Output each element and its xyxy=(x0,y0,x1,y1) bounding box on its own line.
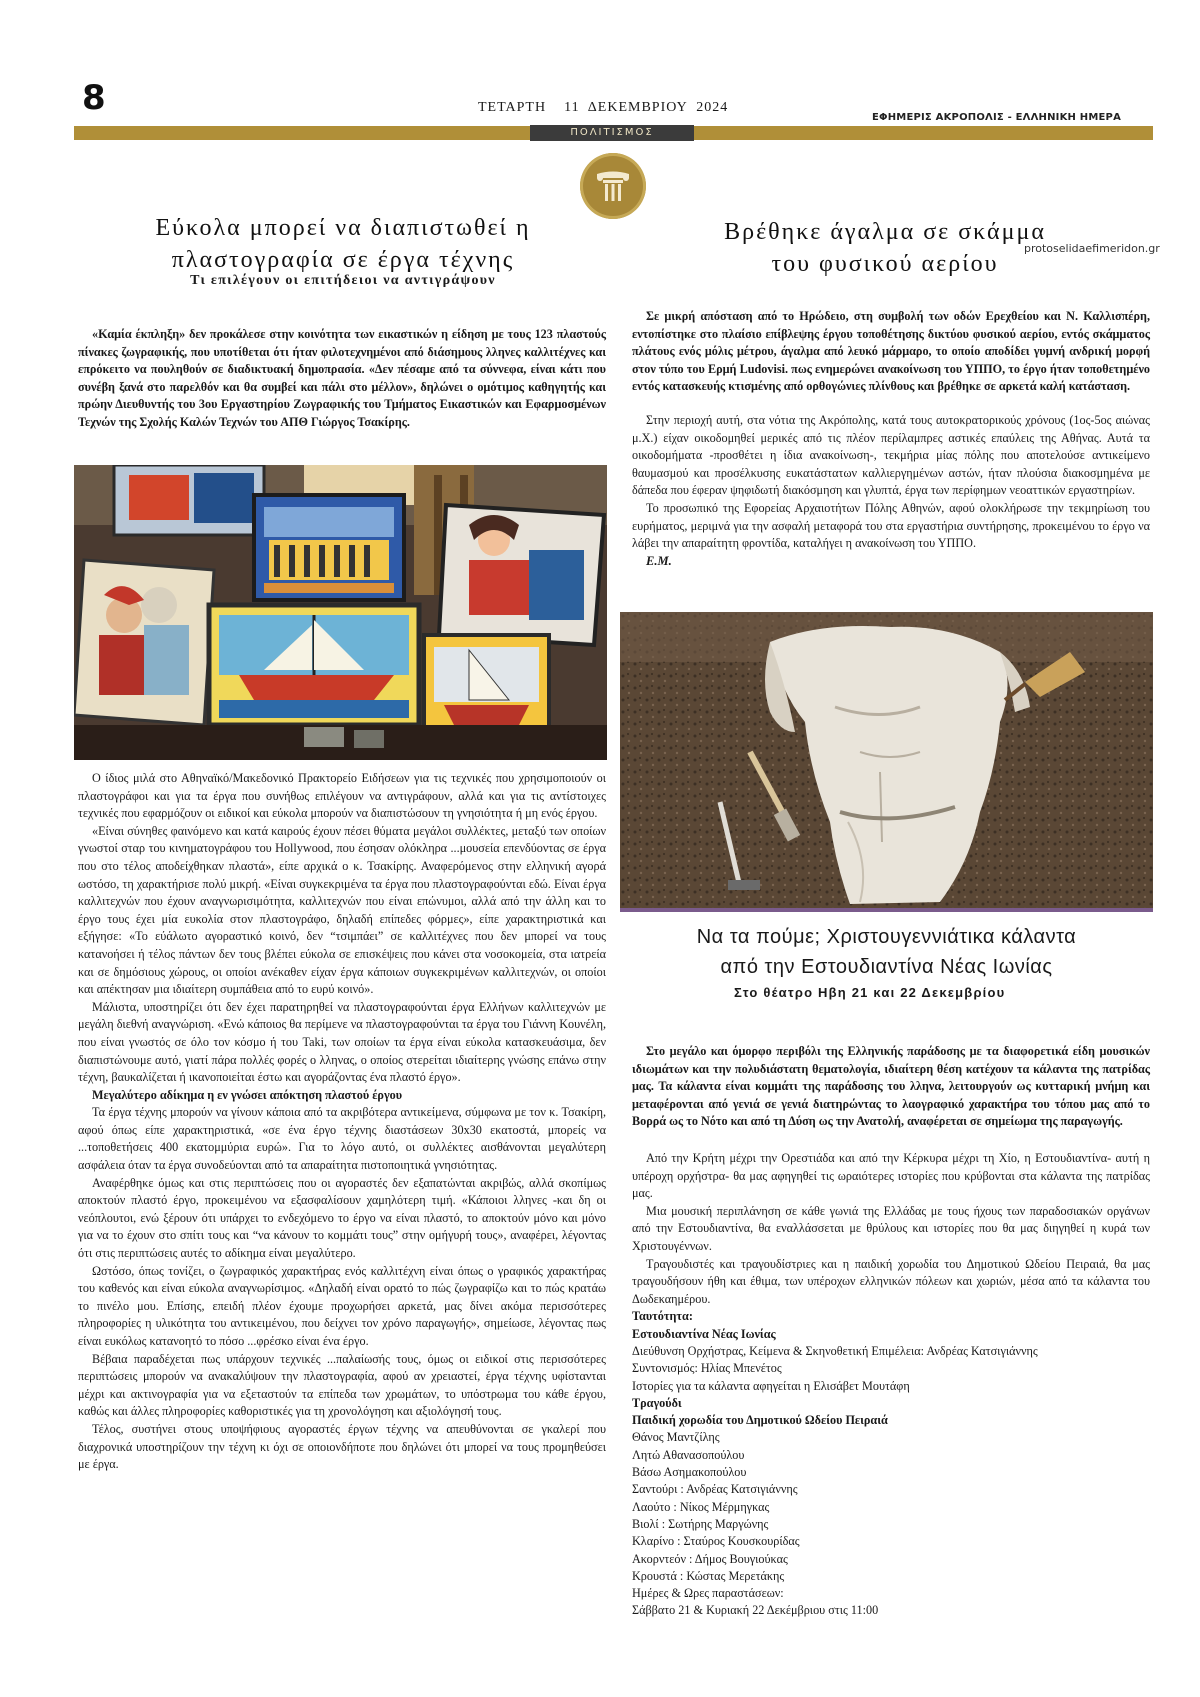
carol-deck-text: Στο θέατρο Ηβη 21 και 22 Δεκεμβρίου xyxy=(734,985,1006,1000)
credit-line: Παιδική χορωδία του Δημοτικού Ωδείου Πειραιά xyxy=(632,1413,888,1428)
left-paragraph: «Είναι σύνηθες φαινόμενο και κατά καιρούς έχουν πέσει θύματα μεγάλοι συλλέκτες, μεταξύ των οποίων γνωστοί σταρ του κινηματογράφου του Hollywood, που έσησαν ολόκληρα ...μουσεία επενδύοντας σε έργα που στο τέλος αποδείχθηκαν πλαστά», είπε αρχικά ο κ. Τσακίρης. Αναφερόμενος στην ελληνική αγορά ωστόσο, τη χαρακτήρισε πολύ μικρή. «Είναι συγκεκριμένα τα έργα που πλαστογραφούνται εδώ. Είναι έργα καλλιτεχνών που έχουν αναγνωρισιμότητα, καλλιτεχνών που είναι επώνυμοι, αλλά από την άλλη και το έργο τους έχει μία ευκολία στον πλαστογράφο, δηλαδή επίπεδες φόρμες», είπε χαρακτηριστικά και εξήγησε: «Το εύάλωτο αγοραστικό κοινό, δεν “τσιμπάει” σε καλλιτέχνες που δεν μπορεί να τους κατανοήσει ή τέλος πάντων δεν τους βλέπει εύκολα σε επισκέψεις που κάνει στα νοσοκομεία, στα ιατρεία και σε δημόσιους χώρους, οι οποίοι ανέκαθεν είχαν έργα κάποιων συγκεκριμένων καλλιτεχνών, οι οποίοι και απέκτησαν μια ιδιαίτερη συμπάθεια από το ευρύ κοινό». xyxy=(78,823,606,997)
page-number: 8 xyxy=(82,78,105,118)
left-headline xyxy=(78,212,608,276)
credit-line: Τραγούδι xyxy=(632,1395,682,1410)
carol-paragraph: Από την Κρήτη μέχρι την Ορεστιάδα και από την Κέρκυρα μέχρι τη Χίο, η Εστουδιαντίνα- αυτή η υπέροχη ορχήστρα- θα μας αφηγηθεί τις ωραιότερες ιστορίες που κρύβονται στα κάλαντα της πατρίδας μας. xyxy=(632,1151,1150,1201)
carol-paragraph: Μια μουσική περιπλάνηση σε κάθε γωνιά της Ελλάδας με τους ήχους των παραδοσιακών οργάνων από την Εστουδιαντίνα, θα εναλλάσσεται με θρύλους και ιστορίες που θα μας διηγηθεί η κυρά των Χριστουγέννων. xyxy=(632,1203,1150,1253)
carol-lead-paragraph: Στο μεγάλο και όμορφο περιβόλι της Ελληνικής παράδοσης με τα διαφορετικά είδη μουσικών ιδιωμάτων και την πολυδιάστατη θεματολογία, ιδιαίτερη θέση κατέχουν τα κάλαντα της πατρίδας μας. Τα κάλαντα είναι κομμάτι της παράδοσης του λληνα, λειτουργούν ως κυτταρική μνήμη και μεταφέρονται από γενιά σε γενιά διατηρώντας το λαογραφικό χαρακτήρα του τόπου μας από το Βορρά ως το Νότο και από τη Δύση ως την Ανατολή, αναφέρεται σε σημείωμα της παραγωγής. xyxy=(632,1044,1150,1129)
left-paragraph: Ο ίδιος μιλά στο Αθηναϊκό/Μακεδονικό Πρακτορείο Ειδήσεων για τις τεχνικές που χρησιμοποιούν οι πλαστογράφοι και για τα έργα που συνήθως επιλέγουν να αντιγράφουν, αλλά και για τις αντίστοιχες τεχνικές που εφαρμόζουν οι ειδικοί και εύκολα μπορούν να διαπιστώσουν τη γνησιότητα ή μη ενός έργου. xyxy=(78,771,606,821)
credit-line: Συντονισμός: Ηλίας Μπενέτος xyxy=(632,1361,782,1376)
right-lead-paragraph: Σε μικρή απόσταση από το Ηρώδειο, στη συμβολή των οδών Ερεχθείου και Ν. Καλλισπέρη, εντοπίστηκε στο πλαίσιο επίβλεψης έργου τοποθέτησης δικτύου φυσικού αερίου, εντός σκάμματος πλάτους ενός μόλις μέτρου, άγαλμα από λευκό μάρμαρο, το οποίο αποδίδει γυμνή ανδρική μορφή στον τύπο του Ερμή Ludovisi. πως ενημερώνει ανακοίνωση του ΥΠΠΟ, το έργο ήταν τοποθετημένο εντός κατασκευής κτισμένης από ορθογώνιες πλίνθους και βρέθηκε σε αρκετά καλή κατάσταση. xyxy=(632,309,1150,394)
credit-line: Κρουστά : Κώστας Μερετάκης xyxy=(632,1568,785,1583)
credits-list xyxy=(632,1308,1150,1619)
credit-line: Διεύθυνση Ορχήστρας, Κείμενα & Σκηνοθετική Επιμέλεια: Ανδρέας Κατσιγιάννης xyxy=(632,1343,1038,1358)
credit-line: Εστουδιαντίνα Νέας Ιωνίας xyxy=(632,1326,776,1341)
statue-photo xyxy=(620,612,1153,908)
left-lead-paragraph: «Καμία έκπληξη» δεν προκάλεσε στην κοινότητα των εικαστικών η είδηση με τους 123 πλαστούς πίνακες ζωγραφικής, που υποτίθεται ότι ήταν φιλοτεχνημένοι από διάσημους λληνες καλλιτέχνες και επρόκειτο να πουληθούν σε διαδικτυακή δημοπρασία. «Δεν πέσαμε από τα σύννεφα, είναι κάτι που συνέβη ξανά στο παρελθόν και θα συμβεί και πάλι στο μέλλον», δηλώνει ο ομότιμος καθηγητής και πρώην Διευθυντής του 3ου Εργαστηρίου Ζωγραφικής του Τμήματος Εικαστικών και Εφαρμοσμένων Τεχνών της Σχολής Καλών Τεχνών του ΑΠΘ Γιώργος Τσακίρης. xyxy=(78,327,606,429)
left-paragraph: Ωστόσο, όπως τονίζει, ο ζωγραφικός χαρακτήρας ενός καλλιτέχνη είναι όπως ο γραφικός χαρακτήρας του καθενός και είναι εύκολα αναγνωρίσιμος. «Δηλαδή είναι ορατό το πώς ζωγραφίζω και το πώς κρατάω το πινέλο μου. Επίσης, επειδή πλέον έχουμε προχωρήσει αρκετά, μας δίνει ακόμα περισσότερες πληροφορίες η υλικότητα του αντικειμένου, που δείχνει τον χρόνο παραγωγής», σημείωσε, λέγοντας πως είναι ευκόλως κατανοητό το πόσο ...φρέσκο είναι ένα έργο. xyxy=(78,1263,606,1348)
masthead-label: ΕΦΗΜΕΡΙΣ ΑΚΡΟΠΟΛΙΣ - ΕΛΛΗΝΙΚΗ ΗΜΕΡΑ xyxy=(872,112,1122,123)
left-paragraph: Βέβαια παραδέχεται πως υπάρχουν τεχνικές ...παλαίωσής τους, όμως οι ειδικοί στις περισσότερες περιπτώσεις μπορούν να ανακαλύψουν την πλαστογραφία, αφού αν χρειαστεί, έργα τέχνης υφίστανται μέχρι και ακτινογραφία για να εξεταστούν τα επίπεδα των χρωμάτων, το υπόστρωμα του κάθε έργου, καθώς και άλλες πληροφορίες καθοριστικές για τη χρονολόγηση και αξιολόγησή τους. xyxy=(78,1351,606,1419)
credit-line: Ημέρες & Ωρες παραστάσεων: xyxy=(632,1586,784,1601)
credit-line: Βάσω Ασημακοπούλου xyxy=(632,1465,747,1480)
right-headline xyxy=(620,216,1150,280)
right-paragraph: Το προσωπικό της Εφορείας Αρχαιοτήτων Πόλης Αθηνών, αφού ολοκλήρωσε την τεκμηρίωση του ευρήματος, μεριμνά για την ασφαλή μεταφορά του στα εργαστήρια συντήρησης, προκειμένου το έργο να λάβει την απαραίτητη φροντίδα, καταλήγει η ανακοίνωση του ΥΠΠΟ. xyxy=(632,500,1150,551)
credit-line: Θάνος Μαντζίλης xyxy=(632,1430,720,1445)
watermark: protoselidaefimeridon.gr xyxy=(1024,242,1160,255)
right-lead xyxy=(632,308,1150,396)
paintings-photo xyxy=(74,465,607,760)
dateline: ΤΕΤΑΡΤΗ 11 ΔΕΚΕΜΒΡΙΟΥ 2024 xyxy=(478,100,729,115)
left-body xyxy=(78,770,606,1474)
left-lead xyxy=(78,326,606,432)
right-headline-line-1: Βρέθηκε άγαλμα σε σκάμμα xyxy=(724,219,1046,245)
right-author: Ε.Μ. xyxy=(646,553,672,568)
credit-line: Σαντούρι : Ανδρέας Κατσιγιάννης xyxy=(632,1482,798,1497)
left-paragraph: Μάλιστα, υποστηρίζει ότι δεν έχει παρατηρηθεί να πλαστογραφούνται έργα Ελλήνων καλλιτεχνών με μεγάλη διεθνή αναγνώριση. «Ενώ κάποιος θα περίμενε να πλαστογραφούνται τα έργα του Γιάννη Κουνέλη, που είναι γνωστός σε όλο τον κόσμο ή του Taki, των οποίων τα έργα είναι εύκολα κατασκευάσιμα, δεν διαπιστώνουμε αυτό, γιατί πάρα πολλές φορές ο λληνας, ο οποίος στερείται ιδιαίτερης γνώσης επάνω στην τέχνη, βαυκαλίζεται ή ικανοποιείται έστω και αγοράζοντας ένα πλαστό έργο». xyxy=(78,999,606,1085)
carol-paragraph: Τραγουδιστές και τραγουδίστριες και η παιδική χορωδία του Δημοτικού Ωδείου Πειραιά, θα μας τραγουδήσουν ήθη και έθιμα, των υπέροχων ελληνικών πόλεων και χωριών, μέσα από τα κάλαντα του Δωδεκαημέρου. xyxy=(632,1256,1150,1306)
left-deck: Τι επιλέγουν οι επιτήδειοι να αντιγράψουν xyxy=(190,273,496,288)
credit-line: Κλαρίνο : Σταύρος Κουσκουρίδας xyxy=(632,1534,800,1549)
credit-line: Λητώ Αθανασοπούλου xyxy=(632,1447,745,1462)
carol-headline xyxy=(620,922,1153,982)
credit-line: Ιστορίες για τα κάλαντα αφηγείται η Ελισάβετ Μουτάφη xyxy=(632,1378,910,1393)
credit-line: Βιολί : Σωτήρης Μαργώνης xyxy=(632,1516,769,1531)
paintings-illustration xyxy=(74,465,607,760)
right-body xyxy=(632,412,1150,570)
right-paragraph: Στην περιοχή αυτή, στα νότια της Ακρόπολης, κατά τους αυτοκρατορικούς χρόνους (1ος-5ος αιώνας μ.Χ.) είχαν οικοδομηθεί μερικές από τις πλέον περίλαμπρες αστικές επαύλεις της Αθήνας. Αυτά τα οικοδομήματα -προσθέτει η ίδια ανακοίνωση-, τεκμήρια μίας πόλης που αποτελούσε αντικείμενο θαυμασμού και προσέλκυσης ευκατάστατων καλλιεργημένων αστών, ήταν πλούσια διακοσμημένα με δάπεδα που έφεραν ψηφιδωτή διακόσμηση και γλυπτά, έργα των περίφημων νεοαττικών εργαστηρίων. xyxy=(632,413,1150,498)
left-headline-line-2: πλαστογραφία σε έργα τέχνης xyxy=(171,247,515,273)
carol-lead xyxy=(632,1043,1150,1131)
left-headline-line-1: Εύκολα μπορεί να διαπιστωθεί η xyxy=(155,215,531,241)
statue-illustration xyxy=(620,612,1153,908)
column-logo xyxy=(580,153,646,219)
carol-body xyxy=(632,1150,1150,1620)
section-divider xyxy=(620,908,1153,912)
credit-line: Ακορντεόν : Δήμος Βουγιούκας xyxy=(632,1551,788,1566)
carol-headline-line-1: Να τα πούμε; Χριστουγεννιάτικα κάλαντα xyxy=(696,926,1077,948)
right-headline-line-2: του φυσικού αερίου xyxy=(771,251,999,277)
carol-deck xyxy=(620,985,1153,1000)
left-paragraph: Τέλος, συστήνει στους υποψήφιους αγοραστές έργων τέχνης να απευθύνονται σε γκαλερί που διαχρονικά υποστηρίζουν την τέχνη κι όχι σε οποιονδήποτε που δηλώνει ότι μπορεί να τους προμηθεύσει με έργα. xyxy=(78,1421,606,1472)
ionic-column-icon xyxy=(594,167,632,205)
left-paragraph: Αναφέρθηκε όμως και στις περιπτώσεις που οι αγοραστές δεν εξαπατώνται ακριβώς, αλλά σκοπίμως αποκτούν πλαστό έργο, προκειμένου να εξασφαλίσουν χαμηλότερη τιμή. «Κάποιοι λληνες -και δη οι νεόπλουτοι, ενώ ξέρουν ότι υπάρχει το ενδεχόμενο το έργο να είναι πλαστό, το αποκτούν μόνο και μόνο για να το έχουν στο σπίτι τους και “να κάνουν το κομμάτι τους” στην ομήγυρή τους», αναφέρει, λέγοντας ότι στις περιπτώσεις αυτές το αδίκημα είναι μεγαλύτερο. xyxy=(78,1175,606,1261)
credit-line: Λαούτο : Νίκος Μέρμηγκας xyxy=(632,1499,770,1514)
left-subhead: Μεγαλύτερο αδίκημα η εν γνώσει απόκτηση πλαστού έργου xyxy=(92,1087,403,1102)
left-paragraph: Τα έργα τέχνης μπορούν να γίνουν κάποια από τα ακριβότερα αντικείμενα, σύμφωνα με τον κ. Τσακίρη, αφού όπως είπε χαρακτηριστικά, «σε ένα έργο τέχνης διαστάσεων 30x30 εκατοστά, μπορείς να ...τοποθετήσεις 400 εκατομμύρια ευρώ». Για το λόγο αυτό, οι συλλέκτες αισθάνονται μεγαλύτερη ασφάλεια όταν τα έργα συνοδεύονται από τα απαραίτητα πιστοποιητικά γνησιότητας. xyxy=(78,1105,606,1173)
credit-line: Σάββατο 21 & Κυριακή 22 Δεκέμβριου στις 11:00 xyxy=(632,1603,879,1618)
section-tab: ΠΟΛΙΤΙΣΜΟΣ xyxy=(530,125,694,141)
carol-headline-line-2: από την Εστουδιαντίνα Νέας Ιωνίας xyxy=(720,956,1053,978)
credit-line: Ταυτότητα: xyxy=(632,1309,693,1324)
